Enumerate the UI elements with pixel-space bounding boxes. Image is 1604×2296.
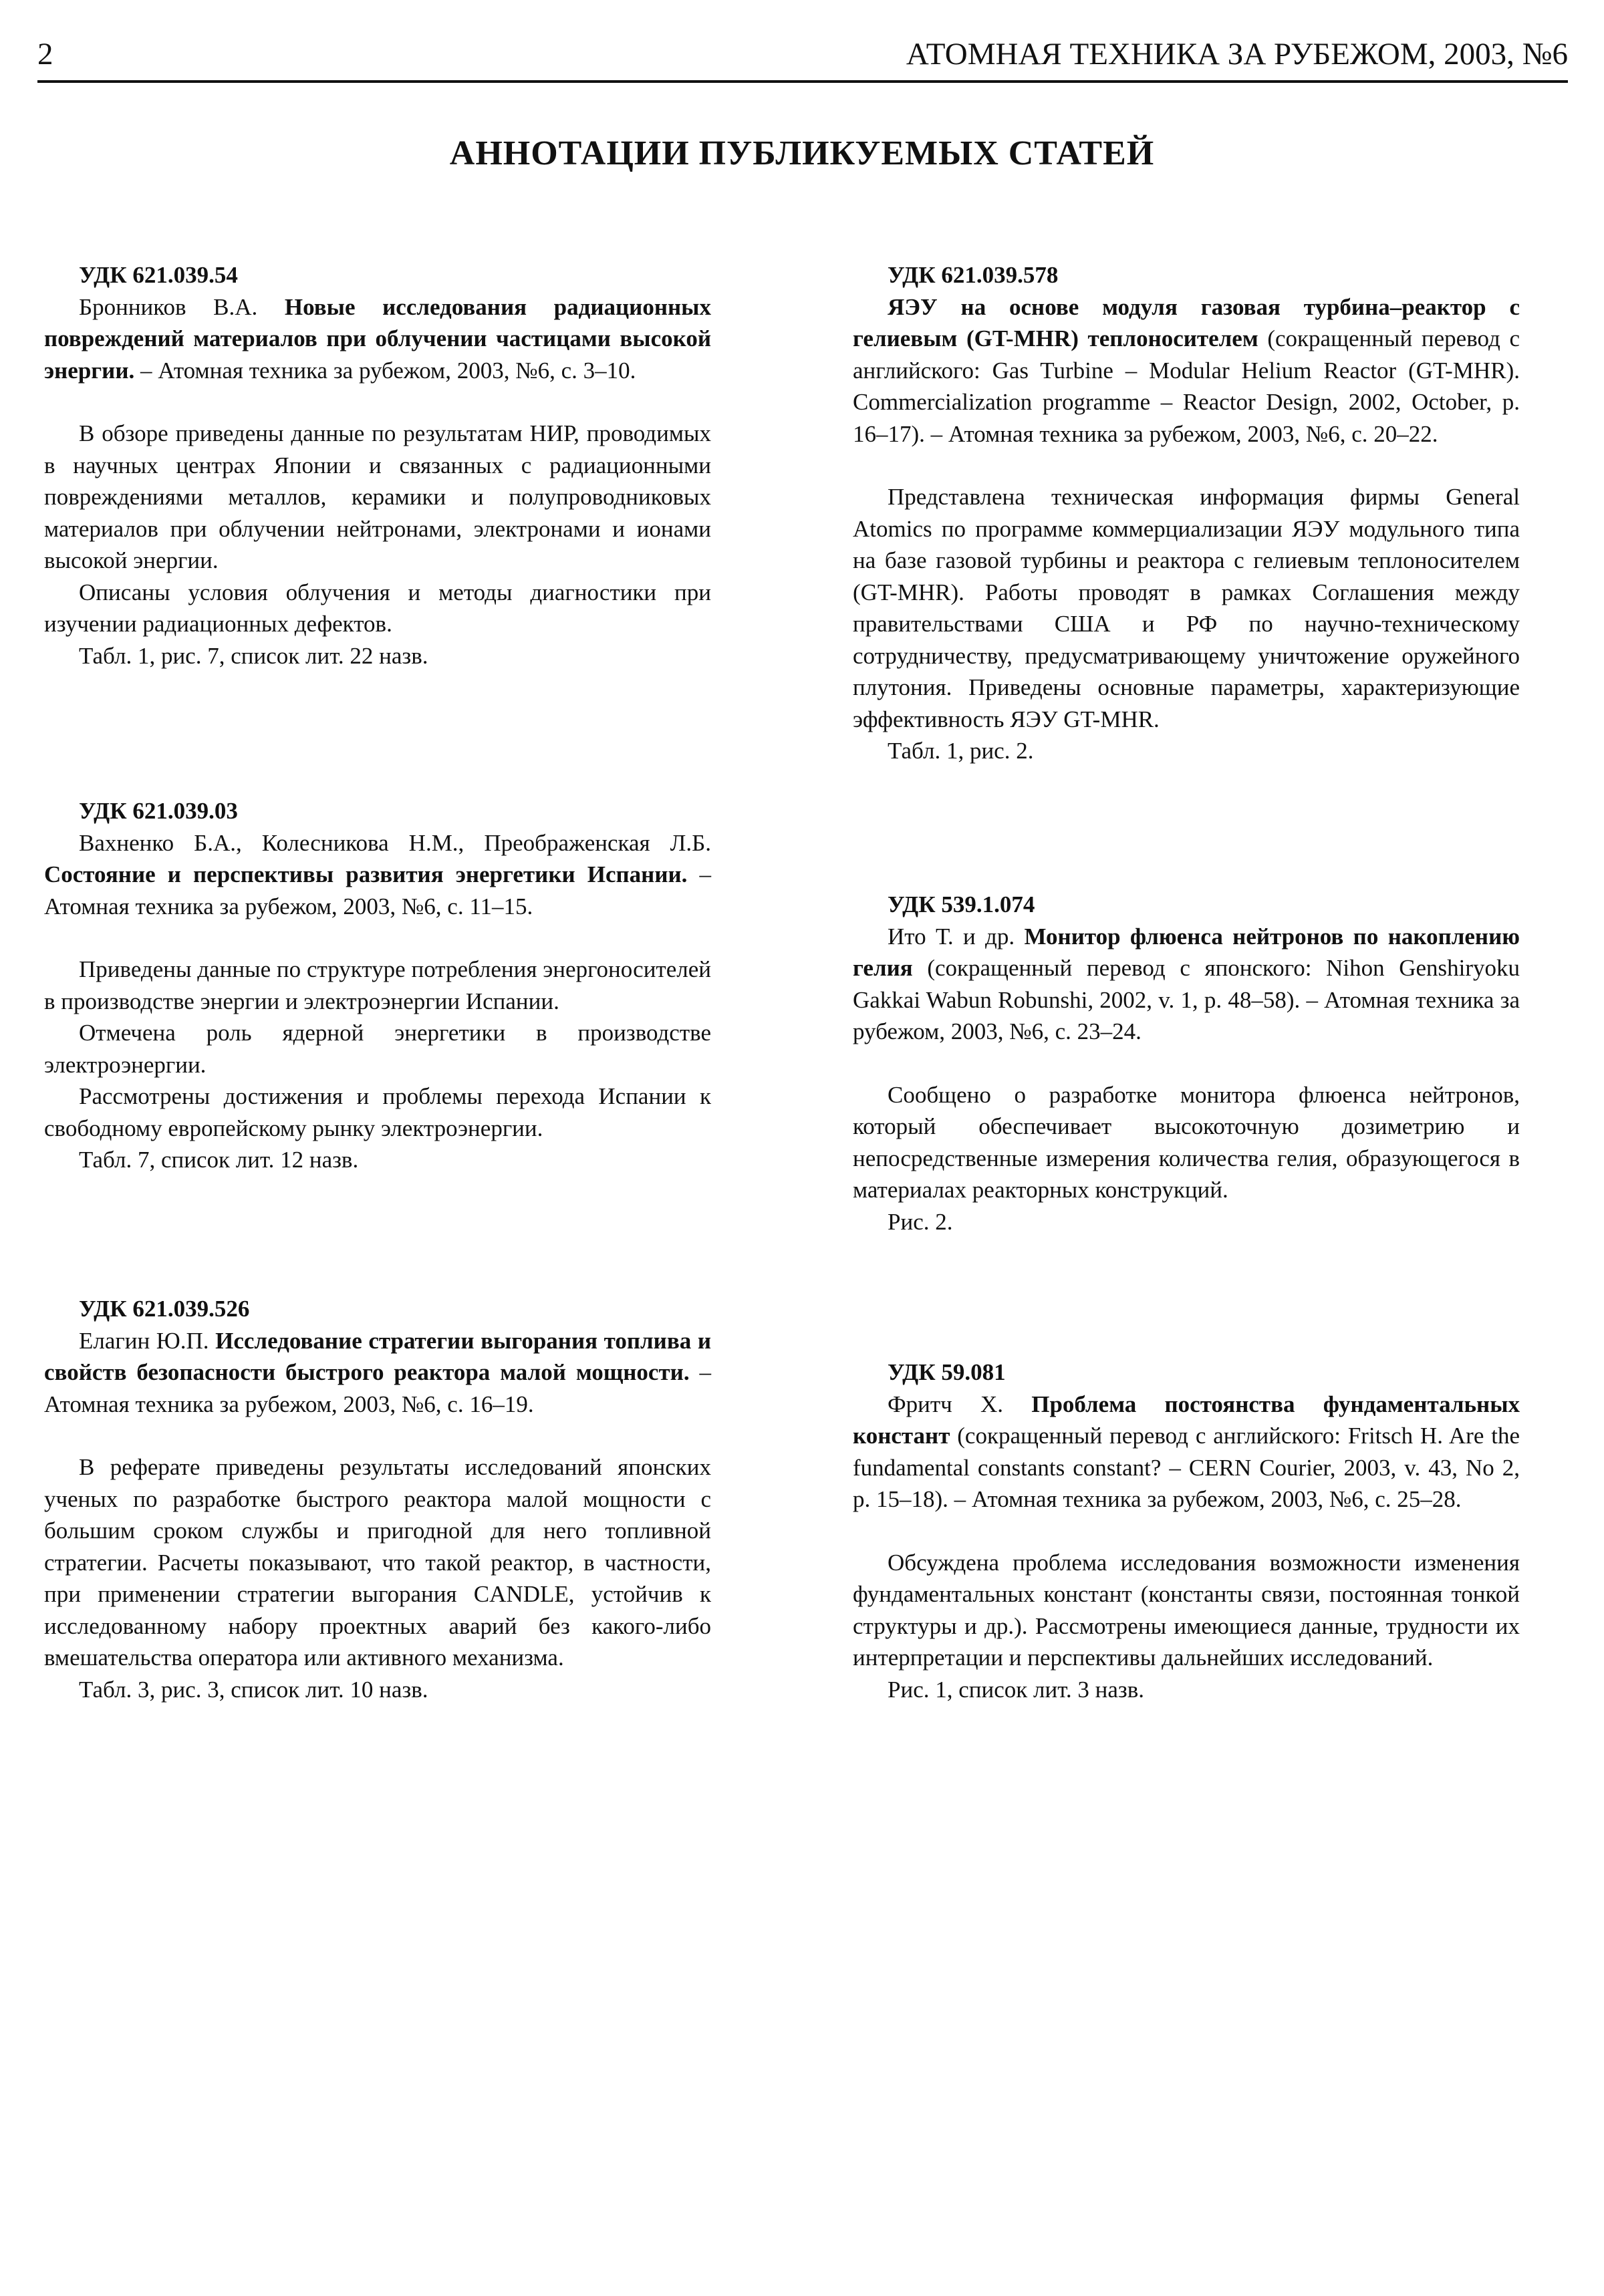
running-title: АТОМНАЯ ТЕХНИКА ЗА РУБЕЖОМ, 2003, №6: [906, 37, 1568, 71]
authors: Бронников В.А.: [79, 293, 258, 320]
tables-figures-references: Рис. 1, список лит. 3 назв.: [888, 1676, 1144, 1703]
abstract-paragraph: Отмечена роль ядерной энергетики в производстве электроэнергии.: [44, 1020, 711, 1078]
article-title: ЯЭУ на основе модуля газовая турбина–реактор с гелиевым (GT-MHR) теплоносителем: [853, 293, 1520, 351]
article-title: Состояние и перспективы развития энергетики Испании.: [44, 861, 688, 887]
abstract-vakhnenko: [44, 795, 711, 1176]
tables-figures-references: Рис. 2.: [888, 1208, 953, 1235]
page-header: [37, 29, 1568, 83]
bibliographic-reference: [44, 827, 711, 923]
tables-figures-references: Табл. 3, рис. 3, список лит. 10 назв.: [79, 1676, 428, 1703]
abstract-elagin: [44, 1293, 711, 1705]
source: (сокращенный перевод с английского: Fritsch H. Are the fundamental constants constant? – CERN Courier, 2003, v. 43, No 2, p. 15–18). – Атомная техника за рубежом, 2003, №6, с. 25–28.: [853, 1423, 1520, 1512]
abstract-bronnikov: [44, 259, 711, 672]
bibliographic-reference: [853, 291, 1520, 450]
abstract-ito: [853, 889, 1520, 1238]
source: – Атомная техника за рубежом, 2003, №6, с. 11–15.: [44, 861, 712, 919]
article-title: Проблема постоянства фундаментальных констант: [853, 1391, 1520, 1449]
tables-figures-references: Табл. 1, рис. 2.: [888, 738, 1034, 764]
udk-code: УДК 539.1.074: [888, 891, 1035, 917]
source: – Атомная техника за рубежом, 2003, №6, с. 3–10.: [140, 357, 636, 384]
abstract-fritsch: [853, 1356, 1520, 1705]
abstract-gt-mhr: [853, 259, 1520, 767]
bibliographic-reference: [853, 1389, 1520, 1516]
udk-code: УДК 59.081: [888, 1359, 1006, 1385]
bibliographic-reference: [44, 291, 711, 387]
section-title: АННОТАЦИИ ПУБЛИКУЕМЫХ СТАТЕЙ: [449, 134, 1155, 172]
abstract-paragraph: Обсуждена проблема исследования возможности изменения фундаментальных констант (константы связи, постоянная тонкой структуры и др.). Рассмотрены имеющиеся данные, трудности их интерпретации и перспективы дальнейших исследований.: [853, 1549, 1520, 1671]
authors: Фритч Х.: [888, 1391, 1004, 1417]
source: (сокращенный перевод с английского: Gas Turbine – Modular Helium Reactor (GT-MHR). Commercialization programme – Reactor Design, 2002, October, p. 16–17). – Атомная техника за рубежом, 2003, №6, с. 20–22.: [853, 325, 1520, 447]
page-number: 2: [37, 37, 53, 71]
tables-figures-references: Табл. 7, список лит. 12 назв.: [79, 1147, 359, 1173]
authors: Елагин Ю.П.: [79, 1327, 209, 1354]
udk-code: УДК 621.039.526: [79, 1296, 250, 1322]
bibliographic-reference: [853, 921, 1520, 1048]
article-title: Новые исследования радиационных повреждений материалов при облучении частицами высокой энергии.: [44, 293, 711, 384]
abstract-paragraph: В реферате приведены результаты исследований японских ученых по разработке быстрого реактора малой мощности с большим сроком службы и пригодной для него топливной стратегии. Расчеты показывают, что такой реактор, в частности, при применении стратегии выгорания CANDLE, устойчив к исследованному набору проектных аварий без какого-либо вмешательства оператора или активного механизма.: [44, 1454, 711, 1671]
article-title: Монитор флюенса нейтронов по накоплению гелия: [853, 923, 1520, 981]
abstract-paragraph: В обзоре приведены данные по результатам НИР, проводимых в научных центрах Японии и связанных с радиационными повреждениями металлов, керамики и полупроводниковых материалов при облучении нейтронами, электронами и ионами высокой энергии.: [44, 420, 711, 573]
abstract-paragraph: Приведены данные по структуре потребления энергоносителей в производстве энергии и электроэнергии Испании.: [44, 956, 711, 1014]
authors: Ито Т. и др.: [888, 923, 1015, 950]
udk-code: УДК 621.039.03: [79, 798, 238, 824]
authors: Вахненко Б.А., Колесникова Н.М., Преображенская Л.Б.: [79, 829, 711, 856]
tables-figures-references: Табл. 1, рис. 7, список лит. 22 назв.: [79, 642, 428, 669]
source: (сокращенный перевод с японского: Nihon Genshiryoku Gakkai Wabun Robunshi, 2002, v. 1, p. 48–58). – Атомная техника за рубежом, 2003, №6, с. 23–24.: [853, 955, 1520, 1044]
article-title: Исследование стратегии выгорания топлива и свойств безопасности быстрого реактора малой мощности.: [44, 1327, 712, 1385]
abstract-paragraph: Описаны условия облучения и методы диагностики при изучении радиационных дефектов.: [44, 579, 711, 637]
udk-code: УДК 621.039.54: [79, 262, 238, 288]
abstract-paragraph: Рассмотрены достижения и проблемы перехода Испании к свободному европейскому рынку электроэнергии.: [44, 1083, 711, 1141]
bibliographic-reference: [44, 1325, 711, 1421]
udk-code: УДК 621.039.578: [888, 262, 1059, 288]
abstract-paragraph: Представлена техническая информация фирмы General Atomics по программе коммерциализации ЯЭУ модульного типа на базе газовой турбины и реактора с гелиевым теплоносителем (GT-MHR). Работы проводят в рамках Соглашения между правительствами США и РФ по научно-техническому сотрудничеству, предусматривающему уничтожение оружейного плутония. Приведены основные параметры, характеризующие эффективность ЯЭУ GT-MHR.: [853, 484, 1520, 732]
abstract-paragraph: Сообщено о разработке монитора флюенса нейтронов, который обеспечивает высокоточную дозиметрию и непосредственные измерения количества гелия, образующегося в материалах реакторных конструкций.: [853, 1081, 1520, 1203]
source: – Атомная техника за рубежом, 2003, №6, с. 16–19.: [44, 1359, 711, 1417]
